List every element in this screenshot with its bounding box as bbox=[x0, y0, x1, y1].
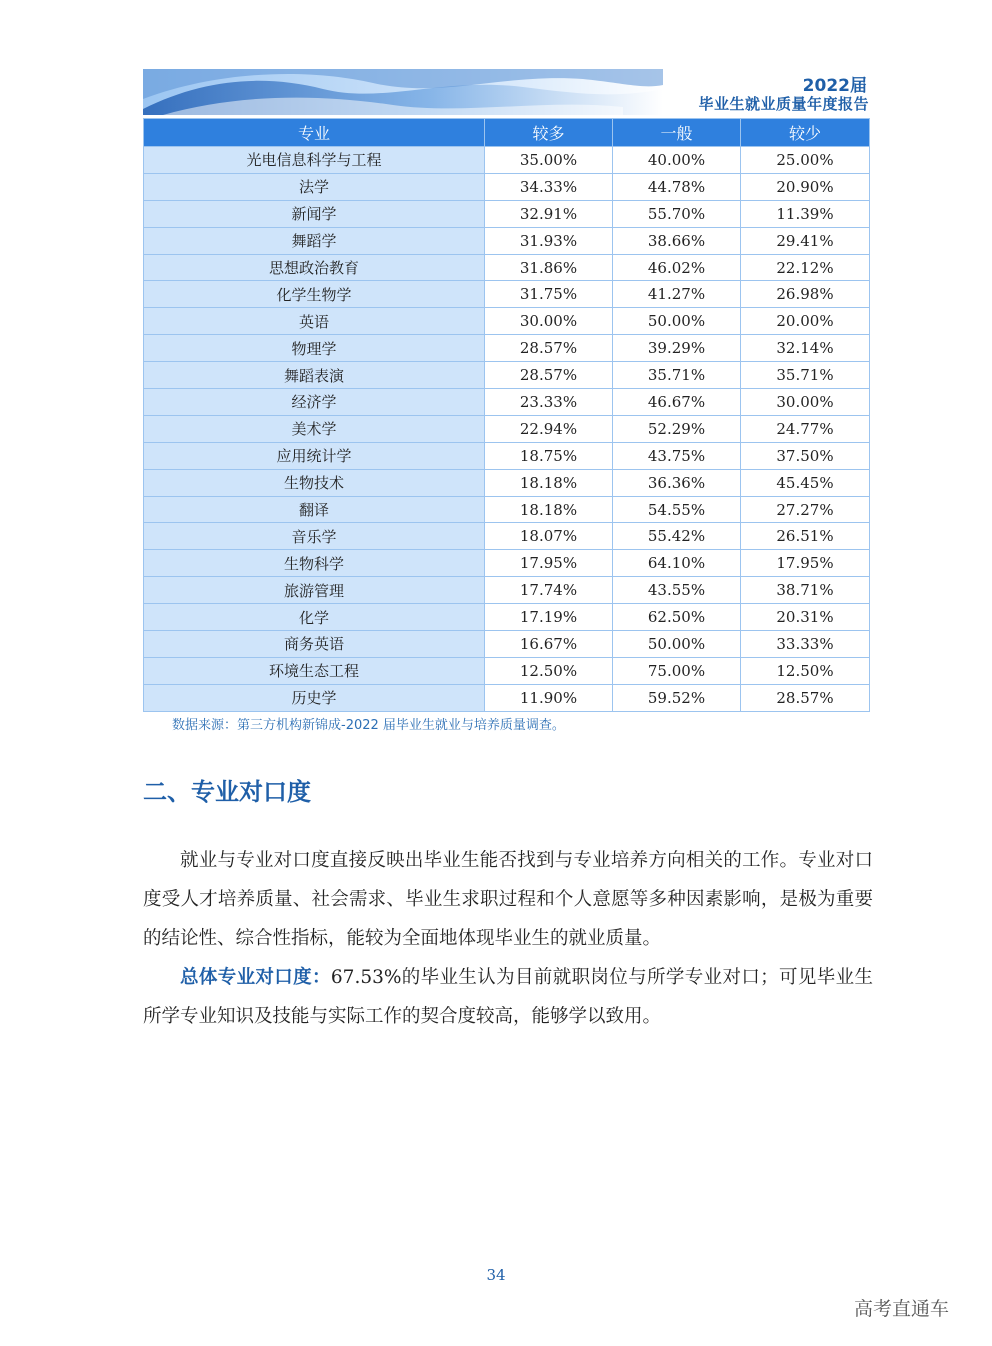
cell-major-name: 英语 bbox=[144, 308, 485, 335]
table-row bbox=[144, 550, 870, 577]
cell-percentage: 18.18% bbox=[485, 469, 613, 496]
cell-percentage: 11.39% bbox=[741, 200, 870, 227]
column-header-average: 一般 bbox=[613, 119, 741, 147]
cell-percentage: 29.41% bbox=[741, 227, 870, 254]
cell-percentage: 11.90% bbox=[485, 684, 613, 711]
cell-percentage: 33.33% bbox=[741, 631, 870, 658]
cell-percentage: 43.75% bbox=[613, 442, 741, 469]
table-row bbox=[144, 442, 870, 469]
cell-percentage: 41.27% bbox=[613, 281, 741, 308]
cell-major-name: 音乐学 bbox=[144, 523, 485, 550]
cell-percentage: 64.10% bbox=[613, 550, 741, 577]
cell-major-name: 化学生物学 bbox=[144, 281, 485, 308]
cell-percentage: 17.19% bbox=[485, 604, 613, 631]
paragraph-overall bbox=[143, 958, 873, 1036]
table-row bbox=[144, 684, 870, 711]
cell-percentage: 46.67% bbox=[613, 389, 741, 416]
cell-percentage: 16.67% bbox=[485, 631, 613, 658]
cell-percentage: 59.52% bbox=[613, 684, 741, 711]
cell-percentage: 44.78% bbox=[613, 173, 741, 200]
cell-percentage: 45.45% bbox=[741, 469, 870, 496]
cell-percentage: 18.18% bbox=[485, 496, 613, 523]
cell-percentage: 17.95% bbox=[741, 550, 870, 577]
cell-major-name: 化学 bbox=[144, 604, 485, 631]
highlight-label: 总体专业对口度： bbox=[180, 967, 331, 988]
cell-major-name: 美术学 bbox=[144, 415, 485, 442]
cell-major-name: 物理学 bbox=[144, 335, 485, 362]
cell-major-name: 光电信息科学与工程 bbox=[144, 147, 485, 174]
cell-percentage: 40.00% bbox=[613, 147, 741, 174]
cell-percentage: 55.70% bbox=[613, 200, 741, 227]
cell-percentage: 54.55% bbox=[613, 496, 741, 523]
table-row bbox=[144, 604, 870, 631]
cell-major-name: 翻译 bbox=[144, 496, 485, 523]
cell-percentage: 17.74% bbox=[485, 577, 613, 604]
table-row bbox=[144, 281, 870, 308]
cell-percentage: 30.00% bbox=[485, 308, 613, 335]
column-header-major: 专业 bbox=[144, 119, 485, 147]
cell-percentage: 31.75% bbox=[485, 281, 613, 308]
section-title: 二、专业对口度 bbox=[143, 778, 311, 806]
page-header-banner bbox=[143, 69, 869, 115]
cell-percentage: 38.66% bbox=[613, 227, 741, 254]
cell-percentage: 27.27% bbox=[741, 496, 870, 523]
cell-major-name: 舞蹈学 bbox=[144, 227, 485, 254]
cell-percentage: 32.91% bbox=[485, 200, 613, 227]
cell-percentage: 32.14% bbox=[741, 335, 870, 362]
cell-major-name: 法学 bbox=[144, 173, 485, 200]
cell-percentage: 36.36% bbox=[613, 469, 741, 496]
major-distribution-table bbox=[143, 118, 870, 712]
data-source-note: 数据来源：第三方机构新锦成-2022 届毕业生就业与培养质量调查。 bbox=[172, 718, 565, 733]
cell-percentage: 17.95% bbox=[485, 550, 613, 577]
table-row bbox=[144, 389, 870, 416]
cell-percentage: 23.33% bbox=[485, 389, 613, 416]
cell-percentage: 50.00% bbox=[613, 631, 741, 658]
cell-percentage: 22.94% bbox=[485, 415, 613, 442]
cell-percentage: 39.29% bbox=[613, 335, 741, 362]
table-row bbox=[144, 200, 870, 227]
cell-major-name: 新闻学 bbox=[144, 200, 485, 227]
cell-percentage: 18.75% bbox=[485, 442, 613, 469]
table-row bbox=[144, 415, 870, 442]
table-row bbox=[144, 227, 870, 254]
cell-percentage: 30.00% bbox=[741, 389, 870, 416]
paragraph-overall-text: 67.53%的毕业生认为目前就职岗位与所学专业对口；可见毕业生所学专业知识及技能与实际工作的契合度较高，能够学以致用。 bbox=[143, 967, 873, 1027]
cell-major-name: 经济学 bbox=[144, 389, 485, 416]
cell-percentage: 26.51% bbox=[741, 523, 870, 550]
table-row bbox=[144, 362, 870, 389]
cell-major-name: 商务英语 bbox=[144, 631, 485, 658]
cell-percentage: 18.07% bbox=[485, 523, 613, 550]
table-row bbox=[144, 631, 870, 658]
cell-percentage: 12.50% bbox=[741, 657, 870, 684]
table-row bbox=[144, 308, 870, 335]
cell-percentage: 31.86% bbox=[485, 254, 613, 281]
table-row bbox=[144, 335, 870, 362]
table-row bbox=[144, 254, 870, 281]
cell-percentage: 24.77% bbox=[741, 415, 870, 442]
cell-percentage: 50.00% bbox=[613, 308, 741, 335]
cell-percentage: 25.00% bbox=[741, 147, 870, 174]
cell-major-name: 舞蹈表演 bbox=[144, 362, 485, 389]
watermark: 高考直通车 bbox=[854, 1298, 950, 1320]
cell-major-name: 旅游管理 bbox=[144, 577, 485, 604]
column-header-more: 较多 bbox=[485, 119, 613, 147]
cell-percentage: 37.50% bbox=[741, 442, 870, 469]
cell-percentage: 28.57% bbox=[741, 684, 870, 711]
paragraph-intro: 就业与专业对口度直接反映出毕业生能否找到与专业培养方向相关的工作。专业对口度受人才培养质量、社会需求、毕业生求职过程和个人意愿等多种因素影响，是极为重要的结论性、综合性指标，能较为全面地体现毕业生的就业质量。 bbox=[143, 850, 873, 949]
cell-percentage: 75.00% bbox=[613, 657, 741, 684]
cell-percentage: 35.00% bbox=[485, 147, 613, 174]
cell-major-name: 环境生态工程 bbox=[144, 657, 485, 684]
cell-percentage: 31.93% bbox=[485, 227, 613, 254]
report-year: 2022届 bbox=[802, 76, 867, 96]
cell-major-name: 历史学 bbox=[144, 684, 485, 711]
cell-percentage: 28.57% bbox=[485, 335, 613, 362]
cell-percentage: 35.71% bbox=[741, 362, 870, 389]
table-row bbox=[144, 496, 870, 523]
cell-percentage: 52.29% bbox=[613, 415, 741, 442]
cell-major-name: 生物科学 bbox=[144, 550, 485, 577]
page-number: 34 bbox=[486, 1266, 506, 1284]
cell-percentage: 20.90% bbox=[741, 173, 870, 200]
cell-percentage: 12.50% bbox=[485, 657, 613, 684]
report-title: 毕业生就业质量年度报告 bbox=[698, 95, 869, 113]
table-header-row bbox=[144, 119, 870, 147]
cell-percentage: 43.55% bbox=[613, 577, 741, 604]
cell-percentage: 55.42% bbox=[613, 523, 741, 550]
table-row bbox=[144, 147, 870, 174]
cell-percentage: 38.71% bbox=[741, 577, 870, 604]
cell-percentage: 34.33% bbox=[485, 173, 613, 200]
cell-percentage: 20.31% bbox=[741, 604, 870, 631]
cell-percentage: 26.98% bbox=[741, 281, 870, 308]
cell-major-name: 生物技术 bbox=[144, 469, 485, 496]
table-row bbox=[144, 173, 870, 200]
cell-percentage: 22.12% bbox=[741, 254, 870, 281]
cell-percentage: 20.00% bbox=[741, 308, 870, 335]
cell-major-name: 思想政治教育 bbox=[144, 254, 485, 281]
column-header-less: 较少 bbox=[741, 119, 870, 147]
table-row bbox=[144, 469, 870, 496]
cell-percentage: 35.71% bbox=[613, 362, 741, 389]
cell-major-name: 应用统计学 bbox=[144, 442, 485, 469]
table-row bbox=[144, 523, 870, 550]
cell-percentage: 46.02% bbox=[613, 254, 741, 281]
table-row bbox=[144, 657, 870, 684]
table-row bbox=[144, 577, 870, 604]
cell-percentage: 62.50% bbox=[613, 604, 741, 631]
cell-percentage: 28.57% bbox=[485, 362, 613, 389]
